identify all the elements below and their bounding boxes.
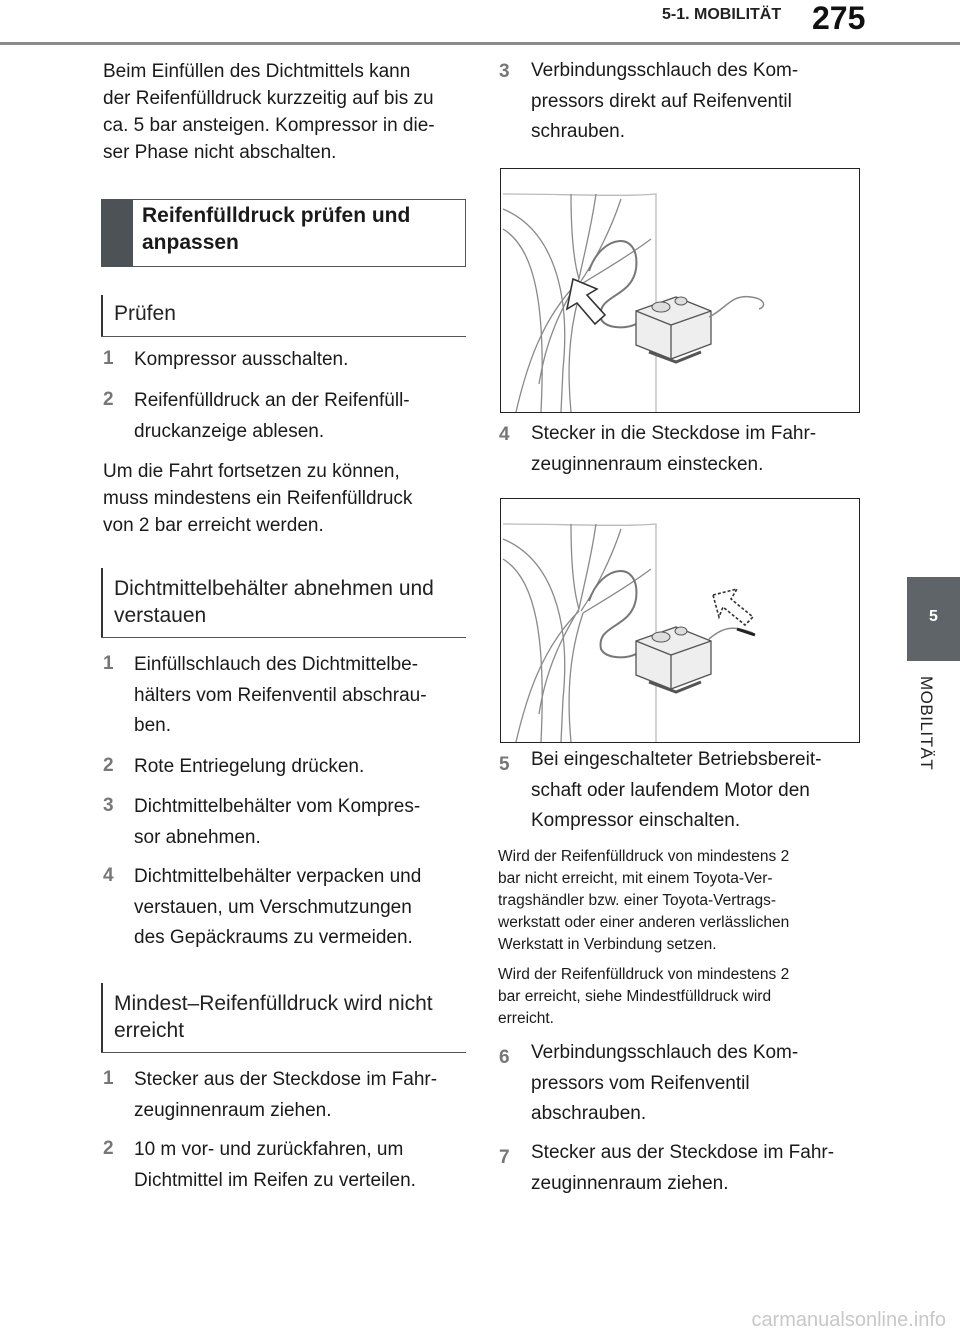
intro-paragraph: Beim Einfüllen des Dichtmittels kann der Reifenfülldruck kurzzeitig auf bis zu ca. 5 bar ansteigen. Kompressor in die- ser Phase nicht abschalten. <box>103 61 435 163</box>
illustration-compressor-on-valve <box>500 168 860 413</box>
note-not-reached: Wird der Reifenfülldruck von mindestens 2 bar nicht erreicht, mit einem Toyota-Ver- tragshändler bzw. einer Toyota-Vertrags- werkstatt oder einer anderen verlässlichen Werkstatt in Verbindung setzen. <box>498 848 790 953</box>
step-text: Dichtmittelbehälter vom Kompres- sor abnehmen. <box>134 796 421 848</box>
subsection-bar <box>101 568 103 638</box>
step-text: Einfüllschlauch des Dichtmittelbe- hälters vom Reifenventil abschrau- ben. <box>134 654 427 736</box>
page-number: 275 <box>812 0 866 36</box>
step-text: Dichtmittelbehälter verpacken und verstauen, um Verschmutzungen des Gepäckraums zu vermeiden. <box>134 866 422 948</box>
step-text: Rote Entriegelung drücken. <box>134 756 365 777</box>
arrow-icon <box>713 589 753 625</box>
step-number: 2 <box>103 755 114 776</box>
compressor-icon <box>636 297 711 362</box>
step-number: 3 <box>499 61 510 82</box>
note-reached: Wird der Reifenfülldruck von mindestens 2 bar erreicht, siehe Mindestfülldruck wird erreicht. <box>498 966 790 1027</box>
step-number: 2 <box>103 1138 114 1159</box>
step-text: Stecker aus der Steckdose im Fahr- zeuginnenraum ziehen. <box>134 1069 438 1121</box>
check-note: Um die Fahrt fortsetzen zu können, muss mindestens ein Reifenfülldruck von 2 bar erreicht werden. <box>103 461 413 536</box>
step-number: 4 <box>103 865 114 886</box>
step-number: 3 <box>103 795 114 816</box>
watermark: carmanualsonline.info <box>751 1309 946 1331</box>
compressor-plug-illustration <box>501 499 859 742</box>
step-text: Stecker in die Steckdose im Fahr- zeuginnenraum einstecken. <box>531 423 817 475</box>
chapter-number: 5 <box>929 608 938 625</box>
running-header-section: 5-1. MOBILITÄT <box>662 6 782 23</box>
step-number: 1 <box>103 1068 114 1089</box>
step-text: Stecker aus der Steckdose im Fahr- zeuginnenraum ziehen. <box>531 1142 835 1194</box>
subsection-title-check: Prüfen <box>114 302 176 325</box>
step-number: 1 <box>103 348 114 369</box>
step-text: Verbindungsschlauch des Kom- pressors vom Reifenventil abschrauben. <box>531 1042 799 1124</box>
subsection-rule <box>101 336 466 337</box>
subsection-title-remove: Dichtmittelbehälter abnehmen und verstauen <box>114 577 434 627</box>
chapter-label: MOBILITÄT <box>917 676 936 771</box>
step-text: Bei eingeschalteter Betriebsbereit- schaft oder laufendem Motor den Kompressor einschalten. <box>531 749 822 831</box>
section-title: Reifenfülldruck prüfen und anpassen <box>142 204 411 254</box>
section-box-bar <box>101 199 133 267</box>
step-number: 1 <box>103 653 114 674</box>
step-text: Kompressor ausschalten. <box>134 349 349 370</box>
subsection-rule <box>101 637 466 638</box>
step-number: 7 <box>499 1147 510 1168</box>
step-text: 10 m vor- und zurückfahren, um Dichtmittel im Reifen zu verteilen. <box>134 1139 416 1191</box>
compressor-hose-illustration <box>501 169 859 412</box>
step-text: Reifenfülldruck an der Reifenfüll- druckanzeige ablesen. <box>134 390 410 442</box>
step-number: 2 <box>103 389 114 410</box>
subsection-bar <box>101 295 103 337</box>
header-rule <box>0 42 960 45</box>
step-number: 5 <box>499 754 510 775</box>
subsection-title-minimum: Mindest–Reifenfülldruck wird nicht erreicht <box>114 992 433 1042</box>
subsection-bar <box>101 983 103 1053</box>
subsection-rule <box>101 1052 466 1053</box>
step-number: 6 <box>499 1047 510 1068</box>
illustration-plug-into-socket <box>500 498 860 743</box>
compressor-icon <box>636 627 711 692</box>
step-text: Verbindungsschlauch des Kom- pressors direkt auf Reifenventil schrauben. <box>531 60 799 142</box>
step-number: 4 <box>499 424 510 445</box>
arrow-icon <box>567 279 605 324</box>
